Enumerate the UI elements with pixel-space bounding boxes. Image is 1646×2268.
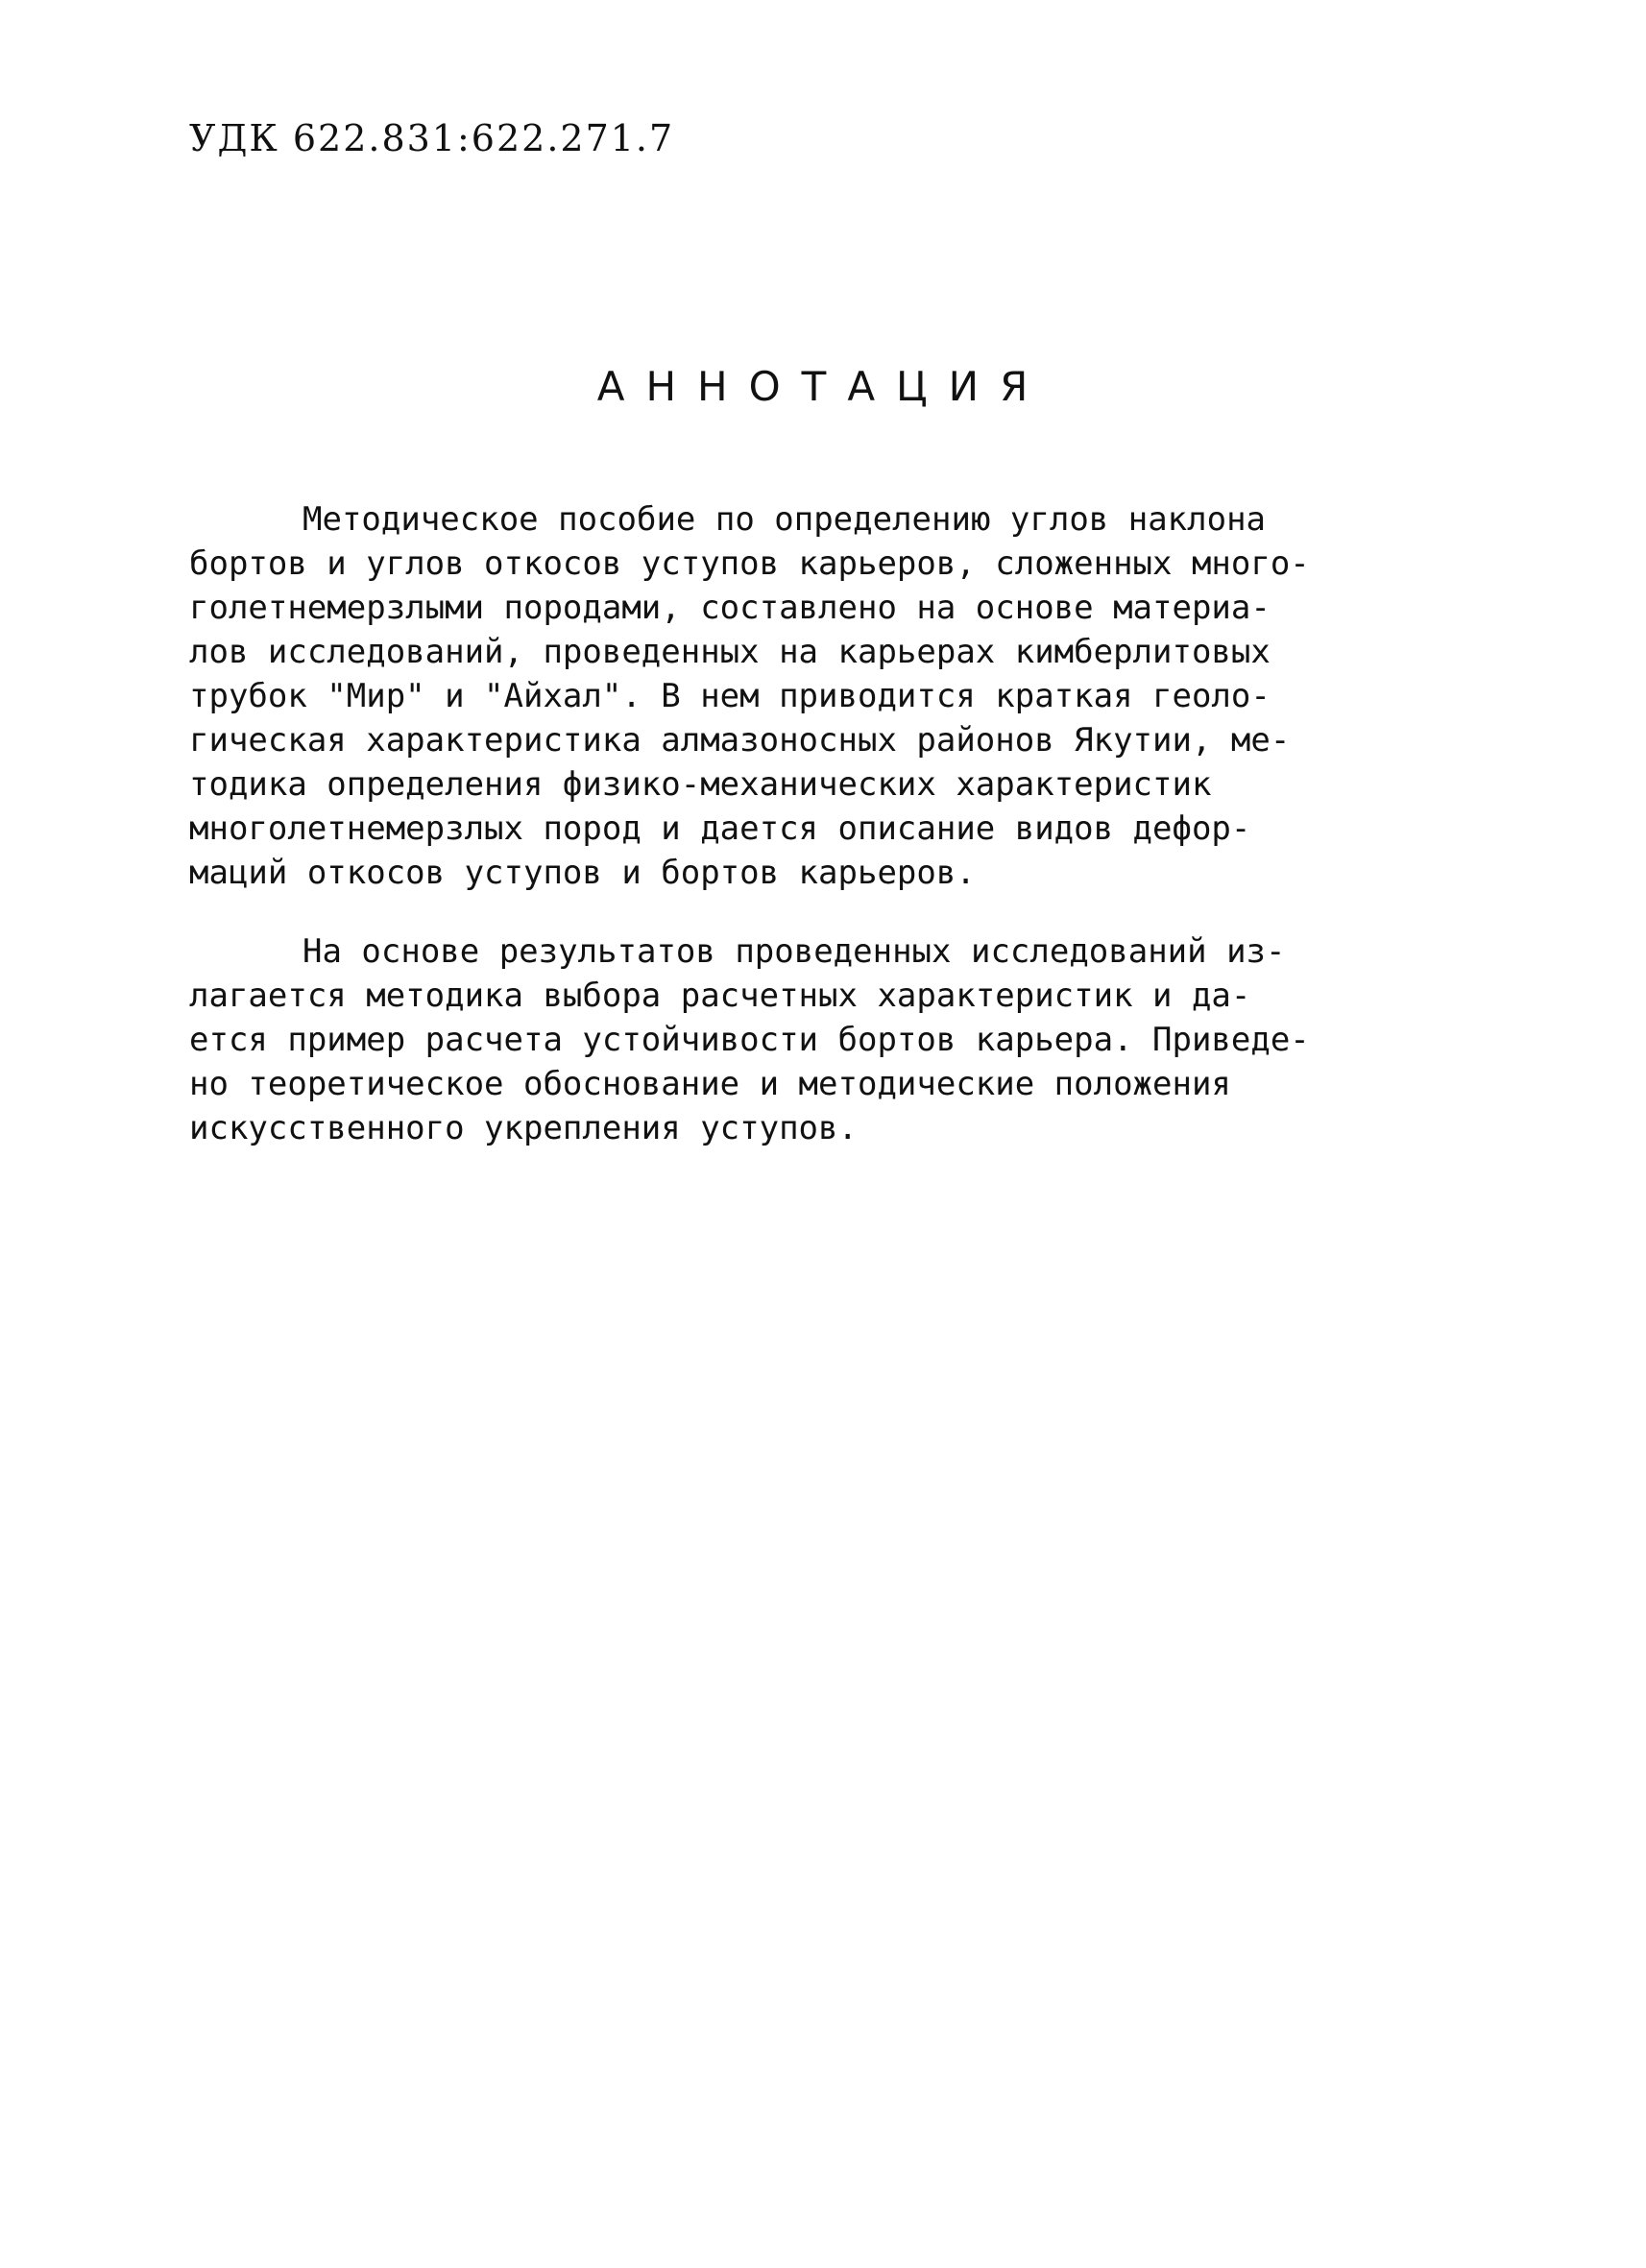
paragraph-line: голетнемерзлыми породами, составлено на основе материа-	[189, 589, 1271, 627]
paragraph-line: многолетнемерзлых пород и дается описание видов дефор-	[189, 809, 1251, 848]
paragraph-line: гическая характеристика алмазоносных районов Якутии, ме-	[189, 721, 1291, 760]
paragraph-line: тодика определения физико-механических характеристик	[189, 765, 1212, 804]
page-title: АННОТАЦИЯ	[596, 363, 1050, 410]
udk-code: УДК 622.831:622.271.7	[189, 117, 675, 159]
paragraph-line: трубок "Мир" и "Айхал". В нем приводится краткая геоло-	[189, 677, 1271, 715]
paragraph-1	[189, 497, 1310, 895]
paragraph-line: искусственного укрепления уступов.	[189, 1109, 858, 1147]
paragraph-line: лагается методика выбора расчетных характеристик и да-	[189, 977, 1251, 1015]
paragraph-line: бортов и углов откосов уступов карьеров, сложенных много-	[189, 544, 1310, 583]
paragraph-line: ется пример расчета устойчивости бортов карьера. Приведе-	[189, 1021, 1310, 1059]
paragraph-line: Методическое пособие по определению углов наклона	[303, 500, 1267, 539]
paragraph-line: но теоретическое обоснование и методические положения	[189, 1065, 1231, 1103]
paragraph-line: лов исследований, проведенных на карьерах кимберлитовых	[189, 633, 1271, 671]
paragraph-line: маций откосов уступов и бортов карьеров.	[189, 854, 976, 892]
paragraph-2	[189, 929, 1310, 1150]
paragraph-line: На основе результатов проведенных исследований из-	[303, 932, 1286, 971]
